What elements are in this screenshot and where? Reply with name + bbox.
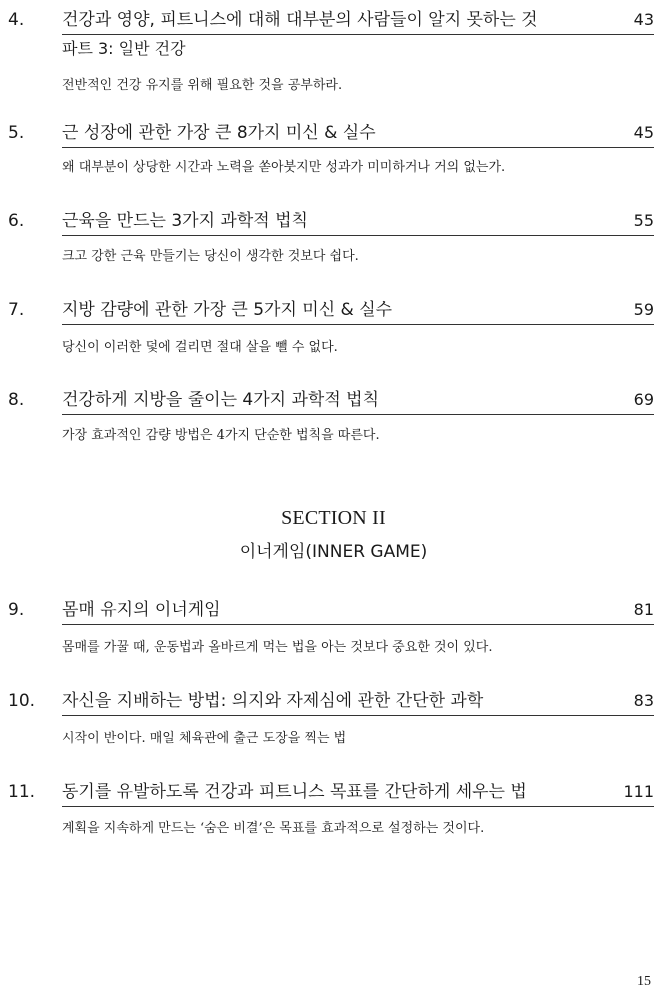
- entry-number: 5.: [8, 123, 25, 143]
- entry-page-number: 69: [633, 390, 654, 409]
- entry-description: 크고 강한 근육 만들기는 당신이 생각한 것보다 쉽다.: [62, 249, 359, 264]
- entry-title-row: [62, 209, 654, 236]
- entry-subtitle: 파트 3: 일반 건강: [62, 39, 186, 58]
- entry-title-row: [62, 388, 654, 415]
- page-number: 15: [637, 974, 651, 989]
- entry-title: 자신을 지배하는 방법: 의지와 자제심에 관한 간단한 과학: [62, 691, 484, 711]
- entry-number: 4.: [8, 10, 25, 30]
- entry-page-number: 59: [633, 300, 654, 319]
- entry-number: 9.: [8, 600, 25, 620]
- entry-description: 당신이 이러한 덫에 걸리면 절대 살을 뺄 수 없다.: [62, 340, 338, 355]
- entry-title-row: [62, 689, 654, 716]
- entry-description: 가장 효과적인 감량 방법은 4가지 단순한 법칙을 따른다.: [62, 428, 380, 443]
- entry-title: 동기를 유발하도록 건강과 피트니스 목표를 간단하게 세우는 법: [62, 782, 527, 802]
- entry-number: 6.: [8, 211, 25, 231]
- entry-page-number: 55: [633, 211, 654, 230]
- entry-number: 10.: [8, 691, 36, 711]
- entry-title: 건강하게 지방을 줄이는 4가지 과학적 법칙: [62, 390, 380, 410]
- entry-number: 11.: [8, 782, 36, 802]
- entry-title: 몸매 유지의 이너게임: [62, 600, 221, 620]
- entry-title-row: [62, 598, 654, 625]
- entry-title-row: [62, 780, 654, 807]
- section-subheading: 이너게임(INNER GAME): [239, 542, 428, 562]
- entry-description: 몸매를 가꿀 때, 운동법과 올바르게 먹는 법을 아는 것보다 중요한 것이 있다.: [62, 640, 493, 655]
- entry-number: 8.: [8, 390, 25, 410]
- entry-page-number: 45: [633, 123, 654, 142]
- section-heading: SECTION II: [281, 507, 386, 529]
- entry-page-number: 81: [633, 600, 654, 619]
- entry-number: 7.: [8, 300, 25, 320]
- entry-title: 근 성장에 관한 가장 큰 8가지 미신 & 실수: [62, 123, 376, 143]
- entry-title: 근육을 만드는 3가지 과학적 법칙: [62, 211, 308, 231]
- entry-title-row: [62, 121, 654, 148]
- entry-page-number: 111: [623, 782, 654, 801]
- entry-title-row: [62, 8, 654, 35]
- entry-title: 지방 감량에 관한 가장 큰 5가지 미신 & 실수: [62, 300, 393, 320]
- entry-description: 계획을 지속하게 만드는 ‘숨은 비결’은 목표를 효과적으로 설정하는 것이다.: [62, 821, 485, 836]
- entry-description: 왜 대부분이 상당한 시간과 노력을 쏟아붓지만 성과가 미미하거나 거의 없는가.: [62, 160, 506, 175]
- entry-description: 시작이 반이다. 매일 체육관에 출근 도장을 찍는 법: [62, 731, 347, 746]
- entry-title: 건강과 영양, 피트니스에 대해 대부분의 사람들이 알지 못하는 것: [62, 10, 538, 30]
- entry-page-number: 43: [633, 10, 654, 29]
- entry-page-number: 83: [633, 691, 654, 710]
- entry-description: 전반적인 건강 유지를 위해 필요한 것을 공부하라.: [62, 78, 343, 93]
- entry-title-row: [62, 298, 654, 325]
